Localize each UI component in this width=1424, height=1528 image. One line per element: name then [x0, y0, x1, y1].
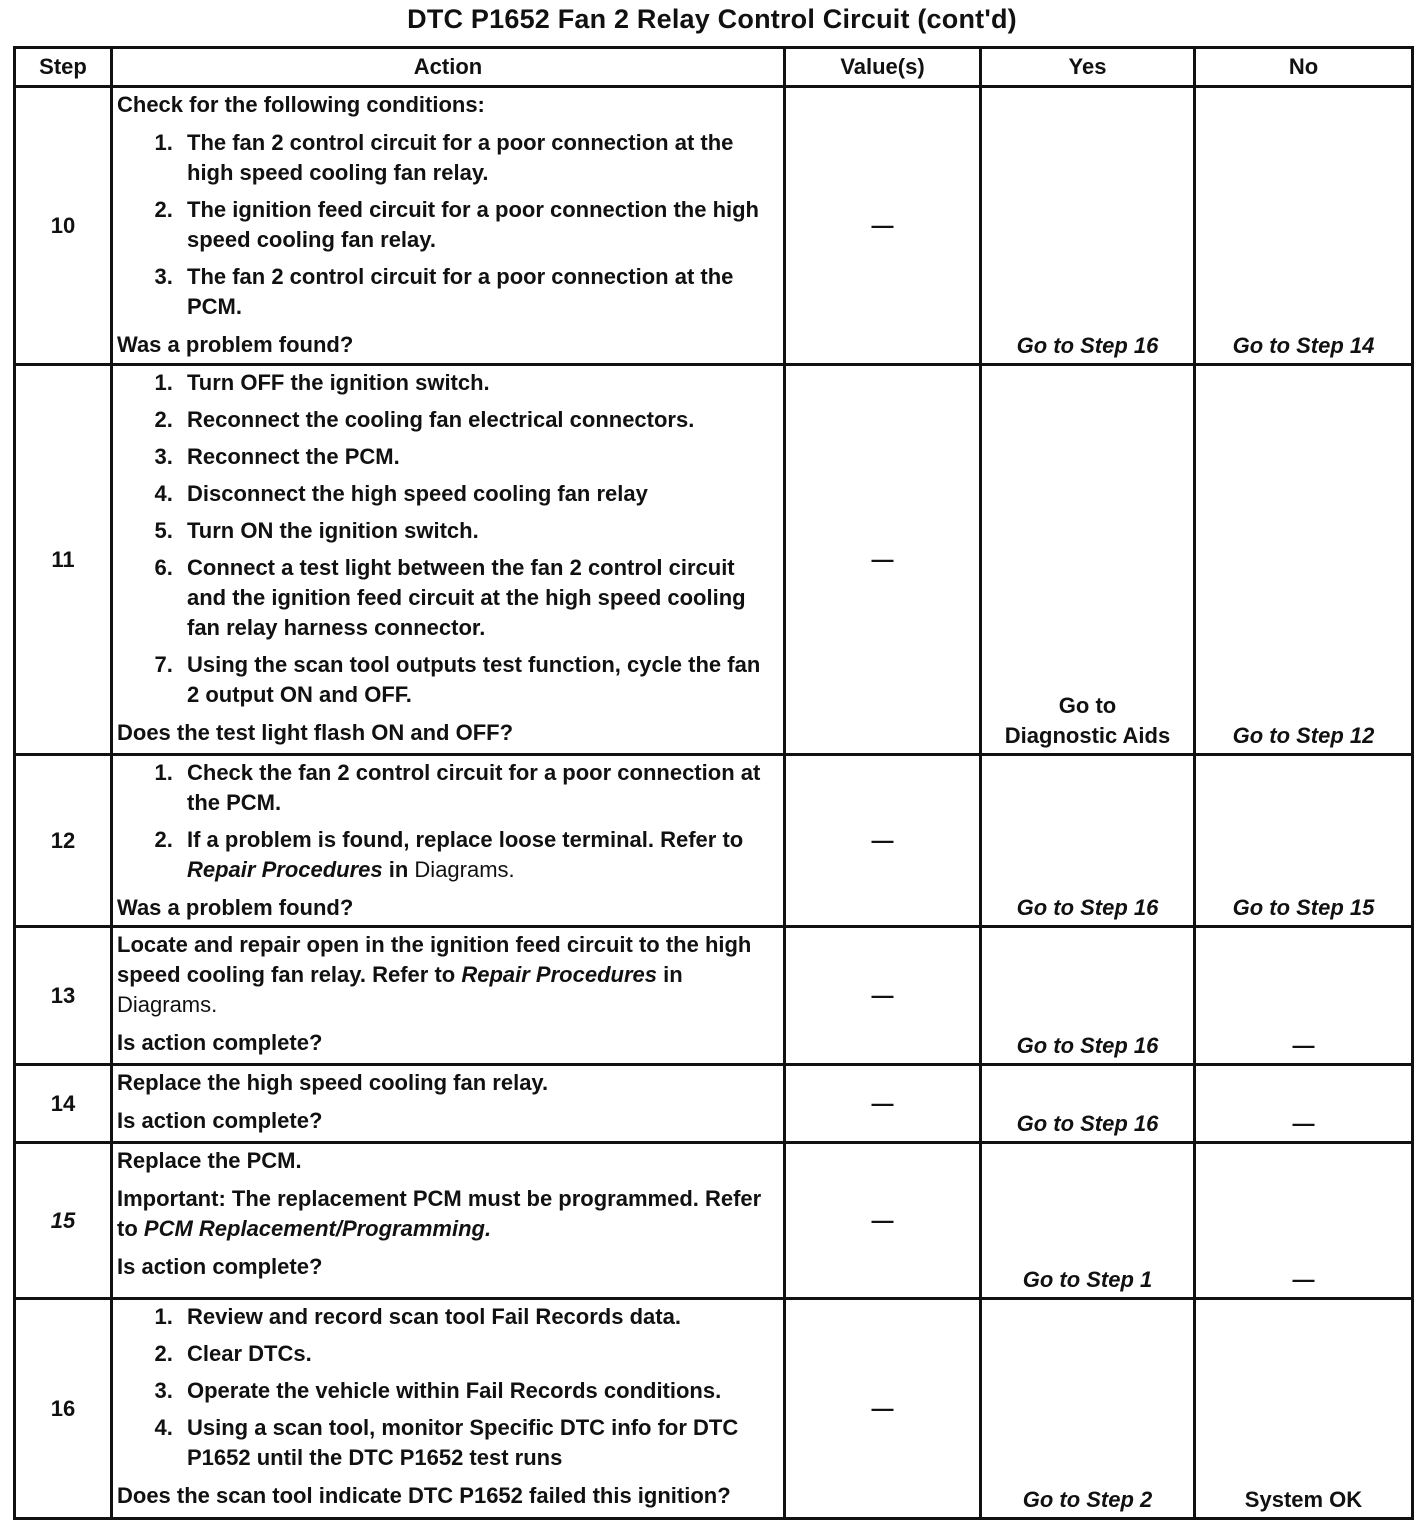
list-item: 2. The ignition feed circuit for a poor connection the high speed cooling fan relay. [179, 195, 777, 255]
list-item: 7. Using the scan tool outputs test function, cycle the fan 2 output ON and OFF. [179, 650, 777, 710]
yes-line-1: Go to [1058, 693, 1117, 718]
important-label: Important: [117, 1186, 226, 1211]
yes-link[interactable]: Go to Step 1 [981, 1143, 1195, 1299]
no-link[interactable]: Go to Step 12 [1195, 365, 1413, 755]
table-row-step-12 [15, 755, 1413, 927]
action-cell [112, 365, 785, 755]
table-row-step-15 [15, 1143, 1413, 1299]
yes-link[interactable] [981, 365, 1195, 755]
list-item-text: in [382, 857, 415, 882]
step-number: 14 [15, 1065, 112, 1143]
no-result: System OK [1195, 1299, 1413, 1519]
step-number: 16 [15, 1299, 112, 1519]
action-cell [112, 927, 785, 1065]
action-question: Does the scan tool indicate DTC P1652 failed this ignition? [117, 1483, 731, 1508]
action-question: Is action complete? [117, 1254, 323, 1279]
list-item: 3. Reconnect the PCM. [179, 442, 777, 472]
action-question: Is action complete? [117, 1108, 323, 1133]
action-text-part: in [656, 962, 683, 987]
yes-line-2: Diagnostic Aids [1004, 723, 1171, 748]
page-title: DTC P1652 Fan 2 Relay Control Circuit (cont'd) [407, 4, 1017, 34]
action-cell [112, 1143, 785, 1299]
action-list [117, 128, 777, 322]
action-text: Replace the high speed cooling fan relay. [117, 1070, 549, 1095]
list-item: 2. Reconnect the cooling fan electrical connectors. [179, 405, 777, 435]
value-cell: — [785, 1299, 981, 1519]
yes-link[interactable]: Go to Step 16 [981, 1065, 1195, 1143]
no-link[interactable]: Go to Step 14 [1195, 87, 1413, 365]
pcm-programming-ref: PCM Replacement/Programming. [143, 1216, 492, 1241]
table-row-step-10 [15, 87, 1413, 365]
value-cell: — [785, 755, 981, 927]
list-item: 2. Clear DTCs. [179, 1339, 777, 1369]
header-row [15, 48, 1413, 87]
list-item: 6. Connect a test light between the fan 2 control circuit and the ignition feed circuit at the high speed cooling fan relay harness connector. [179, 553, 777, 643]
list-item: 1. The fan 2 control circuit for a poor connection at the high speed cooling fan relay. [179, 128, 777, 188]
diagrams-ref: Diagrams. [414, 857, 515, 882]
action-cell [112, 1299, 785, 1519]
action-text: Replace the PCM. [117, 1148, 302, 1173]
table-row-step-13 [15, 927, 1413, 1065]
yes-link[interactable]: Go to Step 16 [981, 755, 1195, 927]
value-cell: — [785, 1065, 981, 1143]
table-row-step-16 [15, 1299, 1413, 1519]
header-no: No [1195, 48, 1413, 87]
yes-link[interactable]: Go to Step 16 [981, 87, 1195, 365]
list-item: 5. Turn ON the ignition switch. [179, 516, 777, 546]
action-cell [112, 1065, 785, 1143]
action-cell [112, 755, 785, 927]
table-row-step-11 [15, 365, 1413, 755]
value-cell: — [785, 1143, 981, 1299]
action-question: Was a problem found? [117, 895, 354, 920]
step-number: 12 [15, 755, 112, 927]
diagrams-ref: Diagrams. [117, 992, 218, 1017]
list-item: 1. Check the fan 2 control circuit for a poor connection at the PCM. [179, 758, 777, 818]
diagnostic-table [13, 46, 1414, 1520]
step-number: 11 [15, 365, 112, 755]
action-intro: Check for the following conditions: [117, 92, 485, 117]
action-list [117, 758, 777, 885]
step-number: 13 [15, 927, 112, 1065]
action-list [117, 1302, 777, 1473]
header-step: Step [15, 48, 112, 87]
table-row-step-14 [15, 1065, 1413, 1143]
step-number: 10 [15, 87, 112, 365]
value-cell: — [785, 927, 981, 1065]
no-cell: — [1195, 1065, 1413, 1143]
action-text [117, 930, 777, 1020]
action-list [117, 368, 777, 710]
list-item: 1. Review and record scan tool Fail Records data. [179, 1302, 777, 1332]
list-item-text: If a problem is found, replace loose terminal. Refer to [187, 827, 744, 852]
header-yes: Yes [981, 48, 1195, 87]
action-text-part: Locate and repair open in the ignition feed circuit to the high speed cooling fan relay. Refer to [117, 932, 752, 987]
list-item: 4. Using a scan tool, monitor Specific DTC info for DTC P1652 until the DTC P1652 test runs [179, 1413, 777, 1473]
action-question: Does the test light flash ON and OFF? [117, 720, 514, 745]
action-question: Is action complete? [117, 1030, 323, 1055]
step-number: 15 [15, 1143, 112, 1299]
repair-procedures-ref: Repair Procedures [461, 962, 657, 987]
no-cell: — [1195, 1143, 1413, 1299]
list-item: 4. Disconnect the high speed cooling fan relay [179, 479, 777, 509]
list-item: 3. The fan 2 control circuit for a poor connection at the PCM. [179, 262, 777, 322]
list-item [179, 825, 777, 885]
list-item: 3. Operate the vehicle within Fail Records conditions. [179, 1376, 777, 1406]
repair-procedures-ref: Repair Procedures [187, 857, 383, 882]
header-values: Value(s) [785, 48, 981, 87]
value-cell: — [785, 87, 981, 365]
yes-link[interactable]: Go to Step 16 [981, 927, 1195, 1065]
value-cell: — [785, 365, 981, 755]
header-action: Action [112, 48, 785, 87]
important-text: The replacement PCM must be programmed. Refer to [117, 1186, 762, 1241]
list-item: 1. Turn OFF the ignition switch. [179, 368, 777, 398]
no-link[interactable]: Go to Step 15 [1195, 755, 1413, 927]
important-note [117, 1184, 777, 1244]
yes-link[interactable]: Go to Step 2 [981, 1299, 1195, 1519]
no-cell: — [1195, 927, 1413, 1065]
action-cell [112, 87, 785, 365]
action-question: Was a problem found? [117, 332, 354, 357]
